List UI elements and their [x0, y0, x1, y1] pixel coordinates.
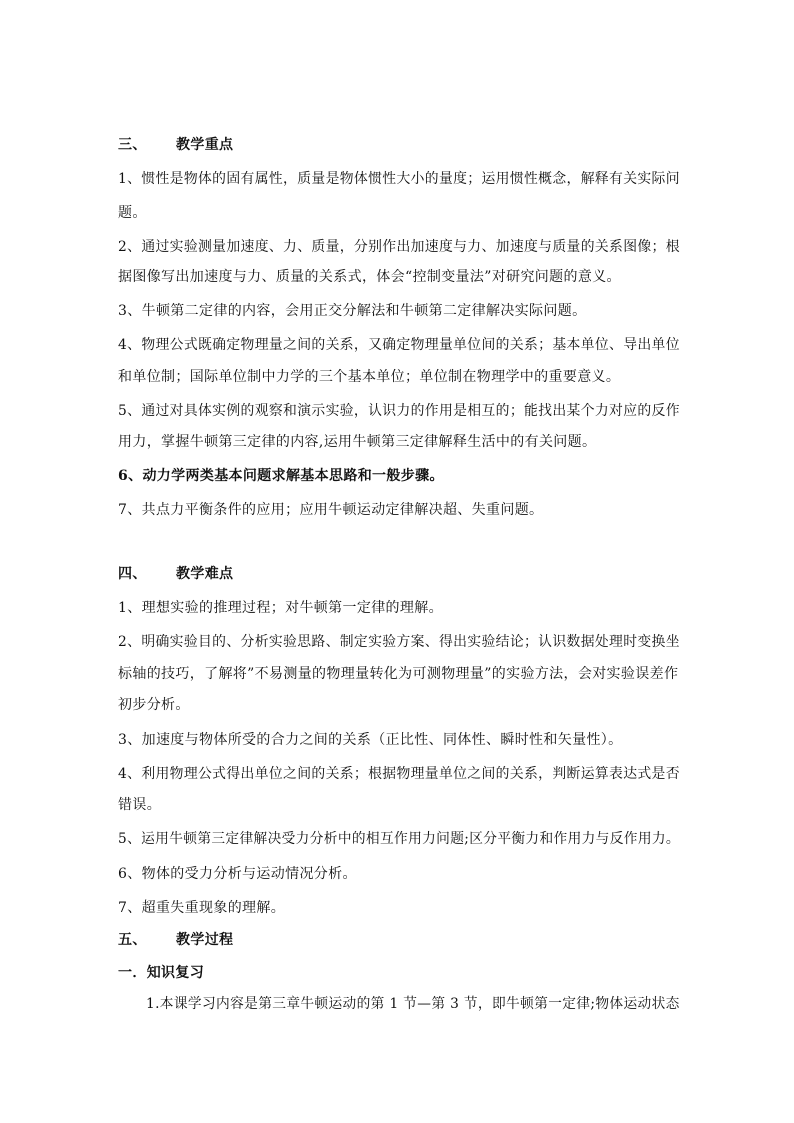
paragraph-line: 2、通过实验测量加速度、力、质量，分别作出加速度与力、加速度与质量的关系图像；根	[118, 239, 680, 255]
section-title: 教学难点	[176, 566, 234, 582]
paragraph-line: 错误。	[118, 797, 162, 813]
paragraph-line: 题。	[118, 205, 147, 221]
section-heading-process	[118, 931, 233, 949]
section-number: 五、	[118, 932, 147, 948]
paragraph-line-bold: 6、动力学两类基本问题求解基本思路和一般步骤。	[118, 468, 444, 484]
section-number: 三、	[118, 137, 147, 153]
paragraph-line: 4、物理公式既确定物理量之间的关系，又确定物理量单位间的关系；基本单位、导出单位	[118, 337, 680, 353]
paragraph-line: 1.本课学习内容是第三章牛顿运动的第 1 节—第 3 节，即牛顿第一定律;物体运动状态	[146, 996, 680, 1012]
paragraph-line: 5、运用牛顿第三定律解决受力分析中的相互作用力问题;区分平衡力和作用力与反作用力。	[118, 831, 680, 847]
section-heading-key-points	[118, 136, 233, 154]
paragraph-line: 1、理想实验的推理过程；对牛顿第一定律的理解。	[118, 600, 443, 616]
paragraph-line: 和单位制；国际单位制中力学的三个基本单位；单位制在物理学中的重要意义。	[118, 369, 621, 385]
paragraph-line: 7、共点力平衡条件的应用；应用牛顿运动定律解决超、失重问题。	[118, 502, 544, 518]
paragraph-line: 1、惯性是物体的固有属性，质量是物体惯性大小的量度；运用惯性概念，解释有关实际问	[118, 171, 680, 187]
paragraph-line: 4、利用物理公式得出单位之间的关系；根据物理量单位之间的关系，判断运算表达式是否	[118, 766, 680, 782]
paragraph-line: 3、加速度与物体所受的合力之间的关系（正比性、同体性、瞬时性和矢量性）。	[118, 732, 623, 748]
section-title: 教学重点	[176, 137, 234, 153]
paragraph-line: 6、物体的受力分析与运动情况分析。	[118, 866, 357, 882]
paragraph-line: 据图像写出加速度与力、质量的关系式，体会“控制变量法”对研究问题的意义。	[118, 269, 621, 285]
paragraph-line: 用力，掌握牛顿第三定律的内容,运用牛顿第三定律解释生活中的有关问题。	[118, 434, 597, 450]
section-heading-difficulties	[118, 565, 233, 583]
paragraph-line: 7、超重失重现象的理解。	[118, 900, 286, 916]
paragraph-line: 3、牛顿第二定律的内容，会用正交分解法和牛顿第二定律解决实际问题。	[118, 303, 587, 319]
paragraph-line: 2、明确实验目的、分析实验思路、制定实验方案、得出实验结论；认识数据处理时变换坐	[118, 634, 680, 650]
paragraph-line: 标轴的技巧，了解将”不易测量的物理量转化为可测物理量”的实验方法，会对实验误差作	[118, 666, 679, 682]
subsection-heading: 一．知识复习	[118, 965, 205, 981]
section-title: 教学过程	[176, 932, 234, 948]
paragraph-line: 初步分析。	[118, 697, 190, 713]
paragraph-line: 5、通过对具体实例的观察和演示实验，认识力的作用是相互的；能找出某个力对应的反作	[118, 403, 680, 419]
section-number: 四、	[118, 566, 147, 582]
